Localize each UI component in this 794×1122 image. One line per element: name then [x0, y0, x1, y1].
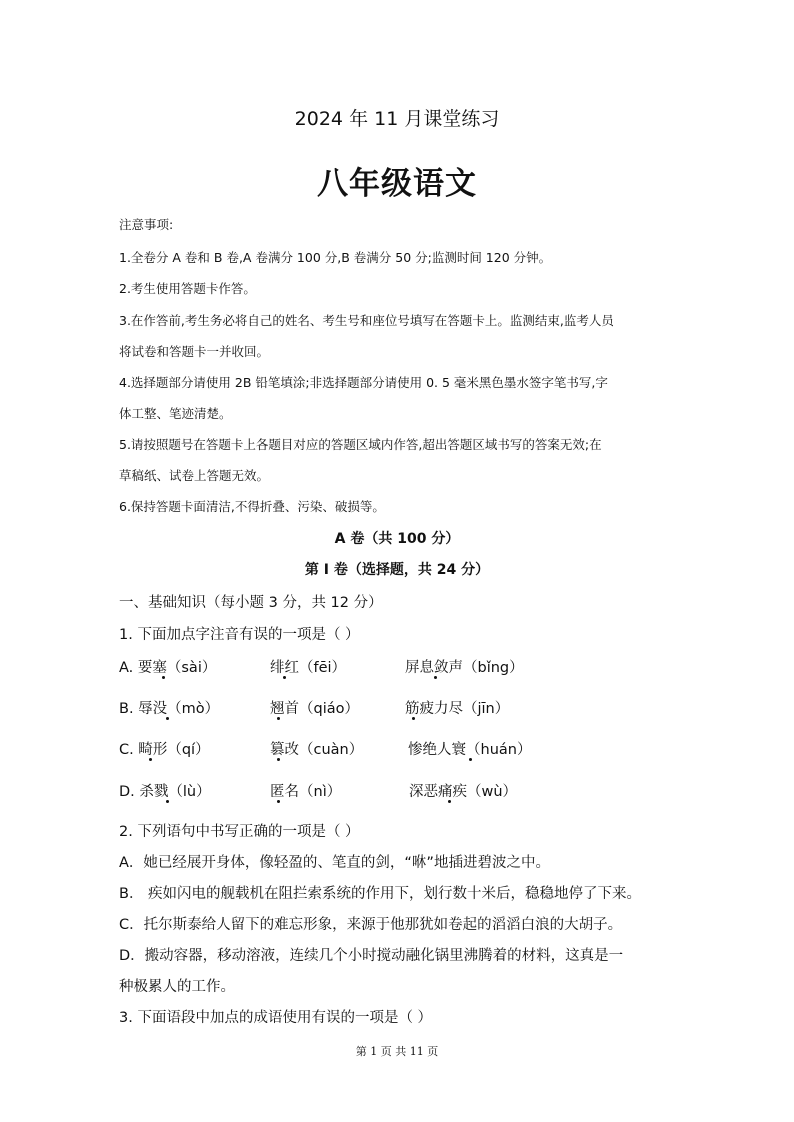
q2-option-d-cont: 种极累人的工作。 [119, 979, 235, 995]
notice-heading: 注意事项: [119, 217, 174, 232]
emphasis-dot [434, 676, 437, 679]
emphasis-dot [283, 676, 286, 679]
q1-option-a-2: 绯红（fēi） [270, 660, 347, 676]
emphasis-dot [277, 717, 280, 720]
emphasis-dot [412, 717, 415, 720]
section-a-volume: A 卷（共 100 分） [334, 531, 460, 547]
emphasis-dot [166, 717, 169, 720]
notice-line: 3.在作答前,考生务必将自己的姓名、考生号和座位号填写在答题卡上。监测结束,监考人员 [119, 313, 614, 328]
q1-option-b-1: B. 辱没（mò） [119, 701, 220, 717]
section-part-1: 第 I 卷（选择题，共 24 分） [304, 562, 490, 578]
emphasis-dot [448, 800, 451, 803]
emphasis-dot [149, 758, 152, 761]
q1-option-c-2: 篡改（cuàn） [270, 742, 364, 758]
q1-option-d-1: D. 杀戮（lù） [119, 784, 211, 800]
emphasis-dot [162, 676, 165, 679]
notice-line: 4.选择题部分请使用 2B 铅笔填涂;非选择题部分请使用 0. 5 毫米黑色墨水签字笔书写,字 [119, 375, 608, 390]
section-basic-knowledge: 一、基础知识（每小题 3 分，共 12 分） [119, 595, 383, 611]
question-2-stem: 2. 下列语句中书写正确的一项是（ ） [119, 824, 360, 840]
q2-option-b: B． 疾如闪电的舰载机在阻拦索系统的作用下，划行数十米后，稳稳地停了下来。 [119, 886, 642, 902]
q1-option-b-3: 筋疲力尽（jīn） [405, 701, 510, 717]
emphasis-dot [469, 758, 472, 761]
q1-option-c-1: C. 畸形（qí） [119, 742, 210, 758]
page-footer: 第 1 页 共 11 页 [355, 1045, 439, 1058]
notice-line: 5.请按照题号在答题卡上各题目对应的答题区域内作答,超出答题区域书写的答案无效;在 [119, 437, 602, 452]
q1-option-c-3: 惨绝人寰（huán） [408, 742, 532, 758]
q1-option-a-3: 屏息敛声（bǐng） [405, 660, 524, 676]
emphasis-dot [277, 800, 280, 803]
notice-line: 2.考生使用答题卡作答。 [119, 281, 256, 296]
q2-option-c: C．托尔斯泰给人留下的难忘形象，来源于他那犹如卷起的滔滔白浪的大胡子。 [119, 917, 623, 933]
subject-title: 八年级语文 [317, 166, 477, 202]
notice-line: 体工整、笔迹清楚。 [119, 406, 232, 421]
emphasis-dot [166, 800, 169, 803]
question-1-stem: 1. 下面加点字注音有误的一项是（ ） [119, 627, 360, 643]
q1-option-a-1: A. 要塞（sài） [119, 660, 217, 676]
exam-title: 2024 年 11 月课堂练习 [294, 108, 500, 130]
notice-line: 6.保持答题卡面清洁,不得折叠、污染、破损等。 [119, 499, 385, 514]
notice-line: 草稿纸、试卷上答题无效。 [119, 468, 270, 483]
notice-line: 1.全卷分 A 卷和 B 卷,A 卷满分 100 分,B 卷满分 50 分;监测时间 120 分钟。 [119, 250, 552, 265]
q2-option-a: A．她已经展开身体，像轻盈的、笔直的剑，“咻”地插进碧波之中。 [119, 855, 550, 871]
q1-option-d-2: 匿名（nì） [270, 784, 342, 800]
emphasis-dot [277, 758, 280, 761]
q2-option-d: D．搬动容器，移动溶液，连续几个小时搅动融化锅里沸腾着的材料，这真是一 [119, 948, 624, 964]
q1-option-d-3: 深恶痛疾（wù） [409, 784, 518, 800]
question-3-stem: 3. 下面语段中加点的成语使用有误的一项是（ ） [119, 1010, 433, 1026]
notice-line: 将试卷和答题卡一并收回。 [119, 344, 270, 359]
q1-option-b-2: 翘首（qiáo） [270, 701, 359, 717]
